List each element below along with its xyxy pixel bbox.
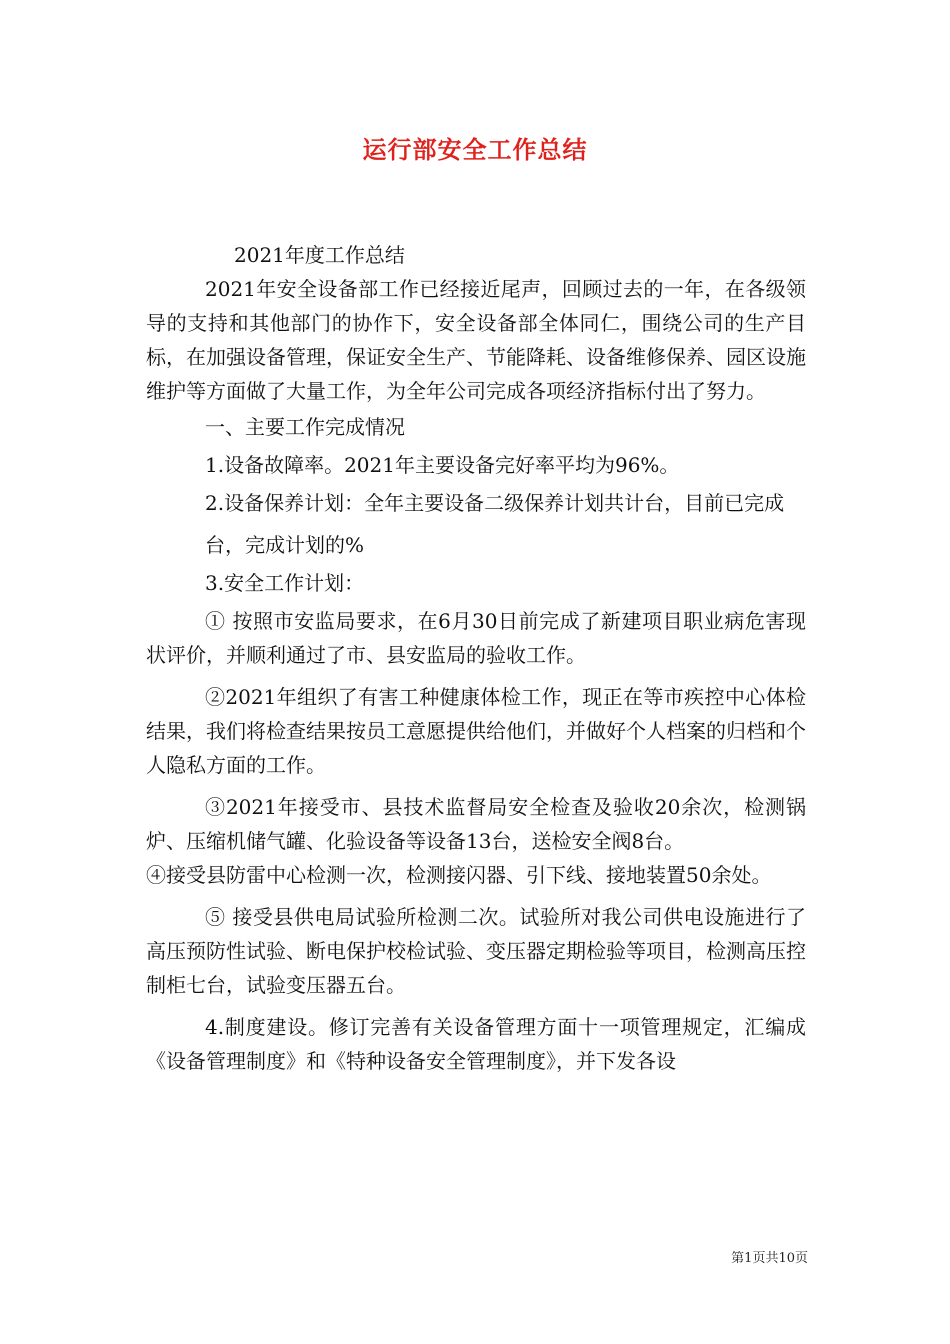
section-heading-main-work: 一、主要工作完成情况 [205, 415, 405, 439]
paragraph-safety-item-3: ③2021年接受市、县技术监督局安全检查及验收20余次，检测锅炉、压缩机储气罐、化验设备等设备13台，送检安全阀8台。 [146, 795, 806, 853]
page-title: 运行部安全工作总结 [362, 135, 588, 164]
paragraph-safety-item-4: ④接受县防雷中心检测一次，检测接闪器、引下线、接地装置50余处。 [146, 863, 772, 887]
document-body [146, 238, 806, 1078]
paragraph-system-construction: 4.制度建设。修订完善有关设备管理方面十一项管理规定，汇编成《设备管理制度》和《特种设备安全管理制度》，并下发各设 [146, 1015, 806, 1073]
page-number-footer: 第1页共10页 [731, 1251, 808, 1266]
paragraph-maintenance-plan-continued: 台，完成计划的% [205, 533, 365, 557]
paragraph-safety-plan-heading: 3.安全工作计划： [205, 571, 365, 595]
paragraph-safety-item-1: ① 按照市安监局要求，在6月30日前完成了新建项目职业病危害现状评价，并顺利通过了市、县安监局的验收工作。 [146, 609, 806, 667]
paragraph-equipment-failure-rate: 1.设备故障率。2021年主要设备完好率平均为96%。 [205, 453, 680, 477]
paragraph-safety-item-5: ⑤ 接受县供电局试验所检测二次。试验所对我公司供电设施进行了高压预防性试验、断电保护校检试验、变压器定期检验等项目，检测高压控制柜七台，试验变压器五台。 [146, 905, 806, 997]
section-heading-annual-summary: 2021年度工作总结 [234, 243, 405, 267]
paragraph-maintenance-plan: 2.设备保养计划：全年主要设备二级保养计划共计台，目前已完成 [205, 491, 785, 515]
paragraph-intro: 2021年安全设备部工作已经接近尾声，回顾过去的一年，在各级领导的支持和其他部门的协作下，安全设备部全体同仁，围绕公司的生产目标，在加强设备管理，保证安全生产、节能降耗、设备维修保养、园区设施维护等方面做了大量工作，为全年公司完成各项经济指标付出了努力。 [146, 277, 806, 403]
paragraph-safety-item-2: ②2021年组织了有害工种健康体检工作，现正在等市疾控中心体检结果，我们将检查结果按员工意愿提供给他们，并做好个人档案的归档和个人隐私方面的工作。 [146, 685, 806, 777]
